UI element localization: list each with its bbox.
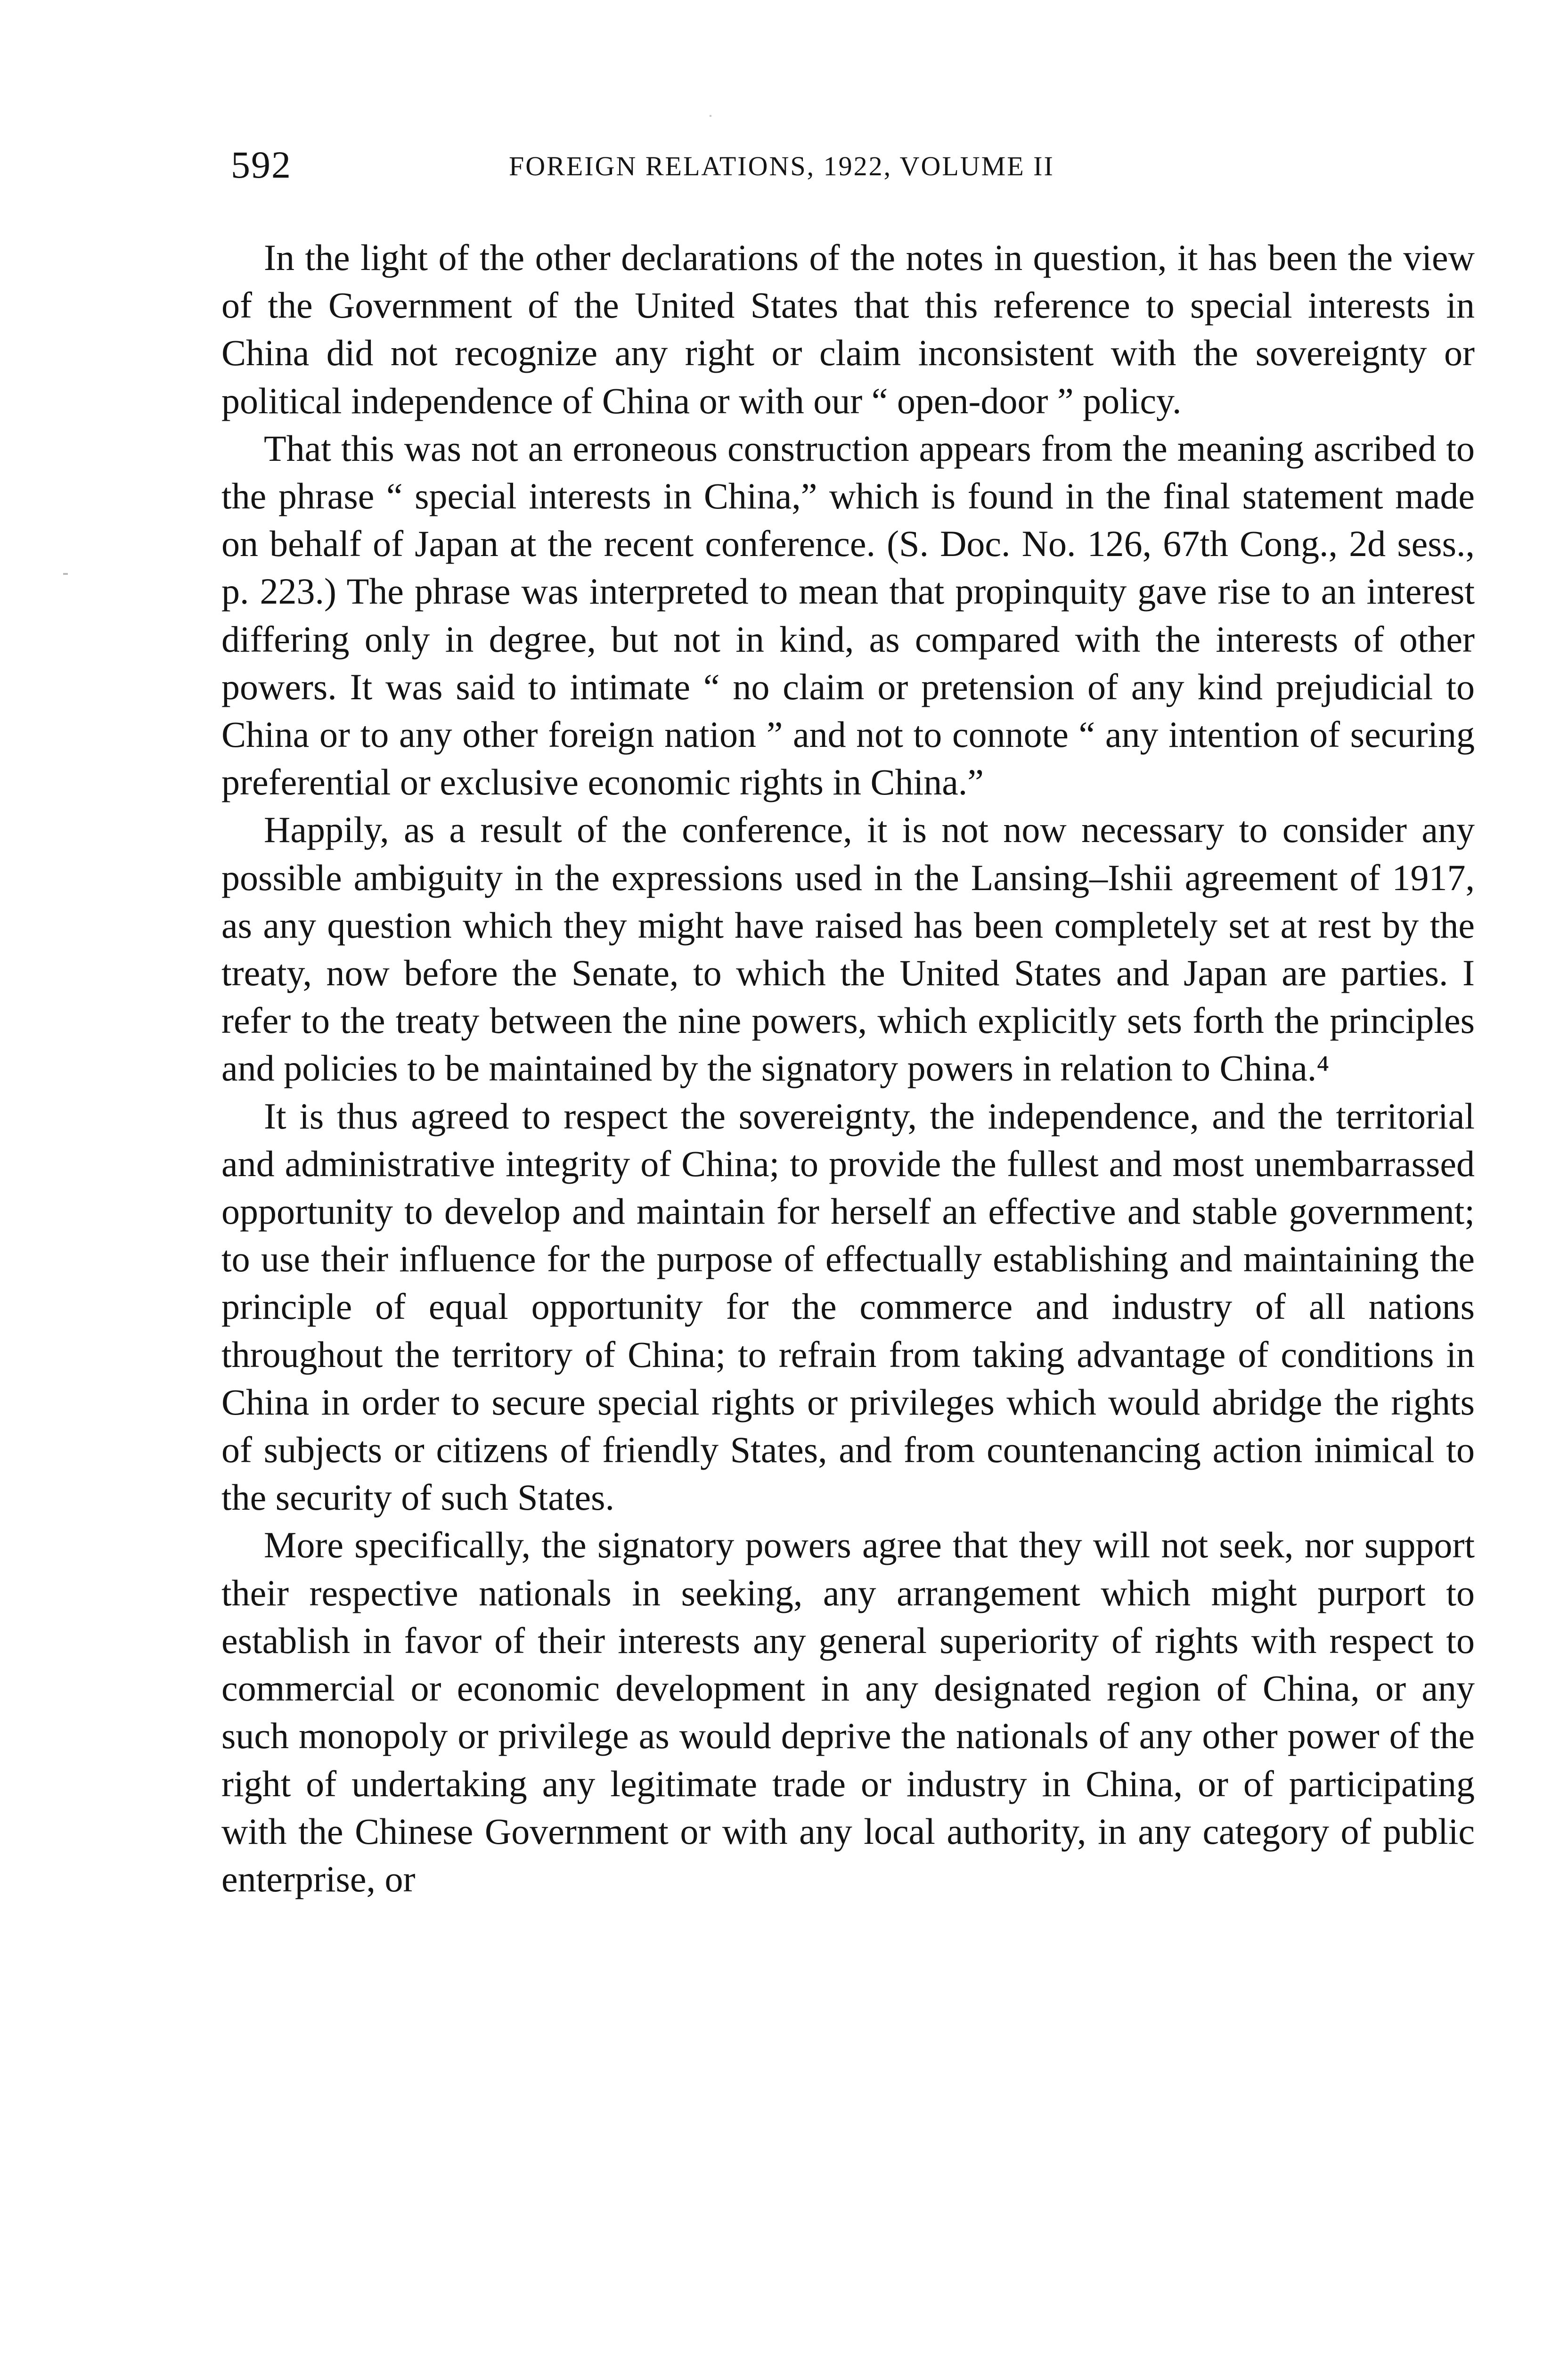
running-head: [231, 141, 1201, 188]
paragraph: Happily, as a result of the conference, it is not now necessary to consider any possible ambiguity in the expressions used in the Lansing–Ishii agreement of 1917, as any question which they might have raised has been completely set at rest by the treaty, now before the Senate, to which the United States and Japan are parties. I refer to the treaty between the nine powers, which explicitly sets forth the principles and policies to be maintained by the signatory powers in relation to China.⁴: [221, 809, 1475, 1089]
running-title: FOREIGN RELATIONS, 1922, VOLUME II: [509, 151, 1054, 181]
scan-speck: [710, 115, 711, 117]
paragraph: More specifically, the signatory powers agree that they will not seek, nor support their respective nationals in seeking, any arrangement which might purport to establish in favor of their interests any general superiority of rights with respect to commercial or economic development in any designated region of China, or any such monopoly or privilege as would deprive the nationals of any other power of the right of undertaking any legitimate trade or industry in China, or of participating with the Chinese Government or with any local authority, in any category of public enterprise, or: [221, 1524, 1475, 1899]
paragraph: In the light of the other declarations of the notes in question, it has been the view of the Government of the United States that this reference to special interests in China did not recognize any right or claim inconsistent with the sovereignty or political independence of China or with our “ open-door ” policy.: [221, 237, 1475, 421]
paragraph: That this was not an erroneous construction appears from the meaning ascribed to the phrase “ special interests in China,” which is found in the final statement made on behalf of Japan at the recent conference. (S. Doc. No. 126, 67th Cong., 2d sess., p. 223.) The phrase was interpreted to mean that propinquity gave rise to an interest differing only in degree, but not in kind, as compared with the interests of other powers. It was said to intimate “ no claim or pretension of any kind prejudicial to China or to any other foreign nation ” and not to connote “ any intention of securing preferential or exclusive economic rights in China.”: [221, 427, 1475, 803]
page-number: 592: [231, 143, 292, 186]
body-text: [221, 234, 1475, 1903]
paragraph: It is thus agreed to respect the sovereignty, the independence, and the territorial and administrative integrity of China; to provide the fullest and most unembarrassed opportunity to develop and maintain for herself an effective and stable government; to use their influence for the purpose of effectually establishing and maintaining the principle of equal opportunity for the commerce and industry of all nations throughout the territory of China; to refrain from taking advantage of conditions in China in order to secure special rights or privileges which would abridge the rights of subjects or citizens of friendly States, and from countenancing action inimical to the security of such States.: [221, 1095, 1475, 1518]
scan-speck: [63, 573, 68, 575]
